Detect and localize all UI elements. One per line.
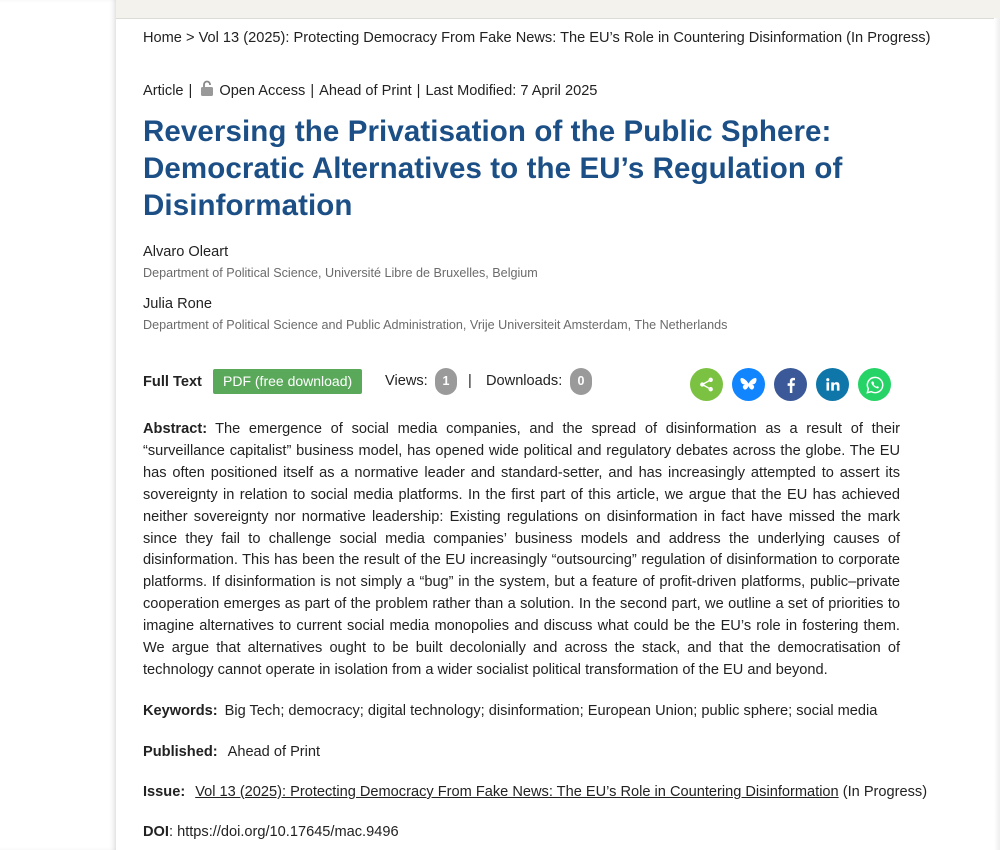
bluesky-butterfly-icon bbox=[740, 377, 757, 392]
last-modified: Last Modified: 7 April 2025 bbox=[425, 82, 598, 99]
breadcrumb-current: Vol 13 (2025): Protecting Democracy From Fake News: The EU’s Role in Countering Disinformation (In Progress) bbox=[198, 30, 931, 46]
right-scroll-edge bbox=[994, 18, 1000, 850]
full-text-row bbox=[143, 368, 900, 400]
meta-separator: | bbox=[416, 82, 421, 99]
top-bar bbox=[116, 0, 1000, 19]
abstract-text: The emergence of social media companies, and the spread of disinformation as a result of their “surveillance capitalist” business model, has opened wide political and regulatory debates across the globe. The EU has often positioned itself as a normative leader and standard-setter, and has increasingly attempted to assert its sovereignty in relation to social media platforms. In the first part of this article, we argue that the EU has achieved neither sovereignty nor normative leadership: Existing regulations on disinformation in fact have missed the mark since they fail to challenge social media companies’ business models and address the underlying causes of disinformation. This has been the result of the EU increasingly “outsourcing” regulation of disinformation to corporate platforms. If disinformation is not simply a “bug” in the system, but a feature of profit-driven platforms, public–private cooperation emerges as part of the problem rather than a solution. In the second part, we outline a set of priorities to imagine alternatives to current social media monopolies and discuss what could be the EU’s role in fostering them. We argue that alternatives ought to be built decolonially and across the stack, and that the democratisation of technology cannot operate in isolation from a wider socialist political transformation of the EU and beyond. bbox=[143, 421, 900, 678]
author-name: Alvaro Oleart bbox=[143, 244, 229, 260]
whatsapp-icon bbox=[866, 376, 884, 394]
views-label: Views: bbox=[385, 373, 428, 389]
stats-separator: | bbox=[468, 373, 472, 389]
author-affiliation: Department of Political Science and Public Administration, Vrije Universiteit Amsterdam, The Netherlands bbox=[143, 318, 728, 332]
article-meta bbox=[143, 80, 597, 101]
facebook-icon bbox=[786, 377, 796, 393]
bluesky-share-button[interactable] bbox=[732, 368, 765, 401]
article-type: Article bbox=[143, 82, 184, 99]
left-gutter bbox=[0, 0, 116, 850]
downloads-count-badge: 0 bbox=[570, 368, 592, 395]
doi-colon: : bbox=[168, 824, 174, 840]
meta-separator: | bbox=[188, 82, 193, 99]
breadcrumb bbox=[143, 30, 930, 46]
issue-row bbox=[143, 784, 927, 800]
author-affiliation: Department of Political Science, Université Libre de Bruxelles, Belgium bbox=[143, 266, 538, 280]
whatsapp-share-button[interactable] bbox=[858, 368, 891, 401]
facebook-share-button[interactable] bbox=[774, 368, 807, 401]
doi-label: DOI bbox=[143, 824, 169, 840]
publication-status: Ahead of Print bbox=[319, 82, 412, 99]
doi-row bbox=[143, 824, 399, 840]
issue-label: Issue: bbox=[143, 784, 186, 800]
pdf-download-button[interactable]: PDF (free download) bbox=[213, 369, 362, 394]
downloads-label: Downloads: bbox=[486, 373, 563, 389]
issue-link[interactable]: Vol 13 (2025): Protecting Democracy From Fake News: The EU’s Role in Countering Disinformation bbox=[195, 784, 839, 800]
keywords-value: Big Tech; democracy; digital technology; disinformation; European Union; public sphere; social media bbox=[224, 703, 878, 719]
doi-value[interactable]: https://doi.org/10.17645/mac.9496 bbox=[177, 824, 399, 840]
published-row bbox=[143, 744, 320, 760]
full-text-label: Full Text bbox=[143, 374, 202, 390]
breadcrumb-separator: > bbox=[186, 30, 195, 46]
views-count-badge: 1 bbox=[435, 368, 457, 395]
published-label: Published: bbox=[143, 744, 218, 760]
abstract-label: Abstract: bbox=[143, 421, 208, 437]
article-title: Reversing the Privatisation of the Public Sphere: Democratic Alternatives to the EU’s Regulation of Disinformation bbox=[143, 115, 843, 222]
keywords-row bbox=[143, 703, 877, 719]
share-icon bbox=[699, 377, 714, 392]
abstract bbox=[143, 419, 900, 682]
share-button[interactable] bbox=[690, 368, 723, 401]
keywords-label: Keywords: bbox=[143, 703, 218, 719]
access-label: Open Access bbox=[219, 82, 306, 99]
published-value: Ahead of Print bbox=[227, 744, 321, 760]
linkedin-icon bbox=[826, 378, 840, 391]
author-name: Julia Rone bbox=[143, 296, 212, 312]
meta-separator: | bbox=[310, 82, 315, 99]
linkedin-share-button[interactable] bbox=[816, 368, 849, 401]
breadcrumb-home-link[interactable]: Home bbox=[143, 30, 182, 46]
open-lock-icon bbox=[200, 80, 214, 101]
issue-suffix: (In Progress) bbox=[842, 784, 928, 800]
